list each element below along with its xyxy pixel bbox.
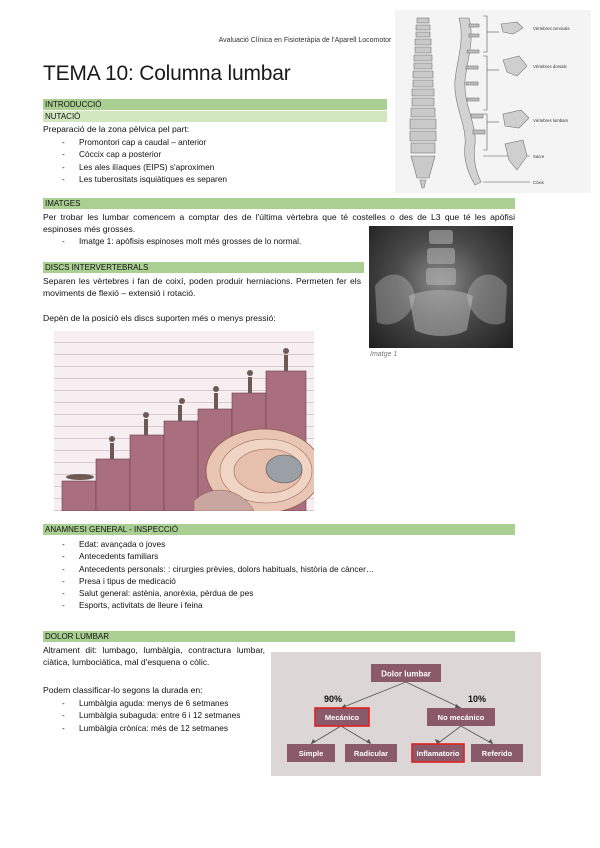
list-item: - Lumbàlgia subaguda: entre 6 i 12 setmanes <box>43 709 283 721</box>
list-item: - Antecedents personals: : cirurgies prèvies, dolors habituals, història de càncer… <box>43 563 515 575</box>
dolor-list <box>43 697 283 734</box>
imatges-list <box>43 235 373 247</box>
diagram-inflamatorio-label: Inflamatorio <box>416 749 460 758</box>
list-item: - Lumbàlgia crònica: més de 12 setmanes <box>43 722 283 734</box>
page-title: TEMA 10: Columna lumbar <box>43 62 291 85</box>
dolor-text-2: Podem classificar-lo segons la durada en: <box>43 685 203 695</box>
list-item: - Salut general: astènia, anorèxia, pèrdua de pes <box>43 587 515 599</box>
list-item: - Les ales ilíaques (EIPS) s'aproximen <box>43 161 383 173</box>
imatges-text: Per trobar les lumbar comencem a comptar des de l'última vèrtebra que té costelles o des de L3 que té les apòfisi espinoses més grosses. <box>43 212 515 234</box>
diagram-mecanico-label: Mecánico <box>324 713 360 722</box>
list-item: - Antecedents familiars <box>43 550 515 562</box>
section-heading-introduccio: INTRODUCCIÓ <box>43 99 387 110</box>
list-item: - Imatge 1: apòfisis espinoses molt més grosses de lo normal. <box>43 235 373 247</box>
diagram-simple-label: Simple <box>298 749 324 758</box>
section-heading-nutacio: NUTACIÓ <box>43 111 387 122</box>
spine-label-cervical: Vèrtebres cervicals <box>533 26 570 31</box>
list-item: - Edat: avançada o joves <box>43 538 515 550</box>
list-item: - Esports, activitats de lleure i feina <box>43 599 515 611</box>
dolor-text: Altrament dit: lumbago, lumbàlgia, contractura lumbar, ciàtica, lumbociàtica, mal d'esquena o còlic. <box>43 645 265 667</box>
nutacio-list <box>43 136 383 185</box>
diagram-referido-label: Referido <box>481 749 513 758</box>
nutacio-lead: Preparació de la zona pèlvica pel part: <box>43 124 190 134</box>
list-item: - Lumbàlgia aguda: menys de 6 setmanes <box>43 697 283 709</box>
section-heading-imatges: IMATGES <box>43 198 515 209</box>
diagram-radicular-label: Radicular <box>353 749 389 758</box>
diagram-right-percent: 10% <box>467 694 487 704</box>
discs-text: Separen les vèrtebres i fan de coixí, poden produir herniacions. Permeten fer els moviments de flexió – extensió i rotació. <box>43 276 361 298</box>
list-item: - Còccix cap a posterior <box>43 148 383 160</box>
spine-label-coxis: Còxis <box>533 180 544 185</box>
spine-label-dorsal: Vèrtebres dorsals <box>533 64 567 69</box>
spine-figure <box>395 10 591 193</box>
list-item: - Presa i tipus de medicació <box>43 575 515 587</box>
disc-pressure-figure <box>54 331 314 511</box>
classification-diagram <box>271 652 541 776</box>
diagram-root-label: Dolor lumbar <box>381 669 431 679</box>
xray-image <box>369 226 513 348</box>
spine-illustration <box>395 10 591 193</box>
running-header: Avaluació Clínica en Fisioteràpia de l'Aparell Locomotor <box>218 37 392 44</box>
list-item: - Les tuberositats isquiàtiques es separen <box>43 173 383 185</box>
spine-label-lumbar: Vèrtebres lumbars <box>533 118 569 123</box>
disc-pressure-illustration <box>54 331 314 511</box>
section-heading-discs: DISCS INTERVERTEBRALS <box>43 262 364 273</box>
section-heading-dolor: DOLOR LUMBAR <box>43 631 515 642</box>
list-item: - Promontori cap a caudal – anterior <box>43 136 383 148</box>
diagram-left-percent: 90% <box>323 694 343 704</box>
anamnesi-list <box>43 538 515 612</box>
spine-label-sacre: Sacre <box>533 154 545 159</box>
diagram-no-mecanico-label: No mecánico <box>437 713 485 722</box>
classification-diagram-svg <box>271 652 541 776</box>
xray-caption: Imatge 1 <box>370 351 398 358</box>
section-heading-anamnesi: ANAMNESI GENERAL - INSPECCIÓ <box>43 524 515 535</box>
discs-text-2: Depèn de la posició els discs suporten més o menys pressió: <box>43 313 276 323</box>
xray-illustration <box>369 226 513 348</box>
